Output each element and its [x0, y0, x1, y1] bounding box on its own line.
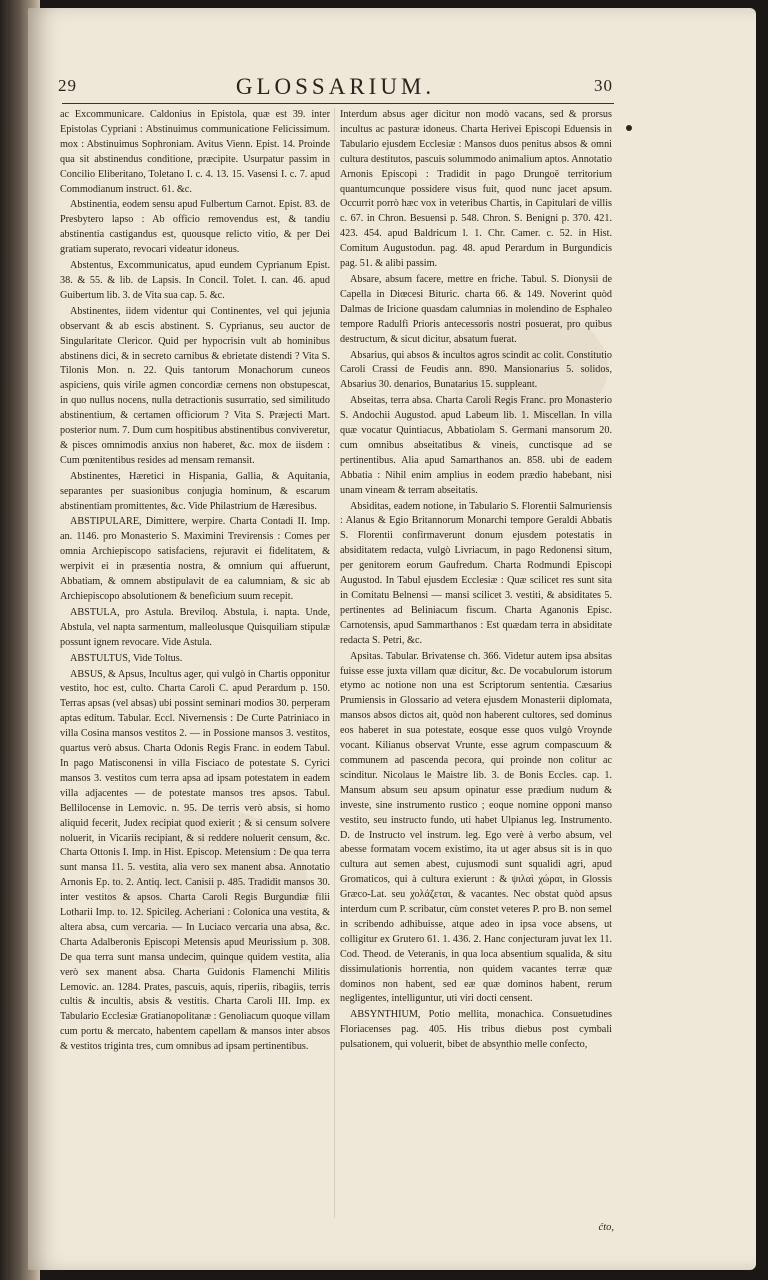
paragraph: Abstentus, Excommunicatus, apud eundem Cyprianum Epist. 38. & 55. & lib. de Lapsis. In Concil. Tolet. I. can. 46. apud Guibertum lib. 3. de Vita sua cap. 5. &c.	[60, 260, 330, 301]
right-column	[340, 108, 612, 1223]
paragraph: ac Excommunicare. Caldonius in Epistola, quæ est 39. inter Epistolas Cypriani : Abstinuimus communicatione Felicissimum. mox : Abstinuimus Sophroniam. Avitus Vienn. Epist. 14. Proinde qua sit abstinendus conditione, præcipite. Usurpatur passim in Concilio Eliberitano, Toletano I. c. 4. 13. 15. Vasensi I. c. 7. apud Commodianum instruct. 61. &c.	[60, 109, 330, 195]
paragraph: Interdum absus ager dicitur non modò vacans, sed & prorsus incultus ac pasturæ idoneus. Charta Herivei Episcopi Eduensis in Tabulario ejusdem Ecclesiæ : Mansos duos penitus absos & omni cultura destitutos, pascuis solummodo animalium aptos. Annotatio Arnonis Episcopi : Tradidit in pago Drungoë territorium quantumcunque possidere visus fuit, quod nunc jacet apsum. Occurrit porrò hæc vox in veteribus Chartis, in Capitulari de villis c. 67. in Chron. Besuensi p. 548. Chron. S. Benigni p. 370. 421. 423. 454. apud Baldricum l. 1. Chr. Camer. c. 52. in Hist. Comitum Augustodun. pag. 48. apud Perardum in Burgundicis pag. 51. & alibi passim.	[340, 109, 612, 270]
page-number-left: 29	[58, 76, 77, 95]
bullet-mark	[626, 125, 632, 131]
column-gutter	[334, 108, 335, 1218]
paragraph: Absare, absum facere, mettre en friche. Tabul. S. Dionysii de Capella in Diœcesi Bituric. charta 66. & 149. Noverint quòd Dalmas de Iricione quasdam calumnias in molendino de Esphaleo tempore Radulfi Prioris antecessoris nostri posuerat, pro quibus destructum, & sicut dicitur, absatum fuerat.	[340, 273, 612, 345]
paragraph: Abstinentia, eodem sensu apud Fulbertum Carnot. Epist. 83. de Presbytero lapso : Ab officio removendus est, & tandiu abstinentia castigandus est, quousque relicto vitio, & per Dei gratiam superato, revocari videatur idoneus.	[60, 199, 330, 256]
catchword: ćto,	[598, 1222, 614, 1233]
paragraph: Absiditas, eadem notione, in Tabulario S. Florentii Salmuriensis : Alanus & Egio Britannorum Monarchi tempore Geraldi Abbatis S. Florentii confirmaverunt donum ejusdem potestatis in absiditatem redacta, vulgò Livriacum, in pago Redonensi situm, per genitorem eorum Gaufredum. Charta Rodmundi Episcopi Augustod. In Tabul ejusdem Ecclesiæ : Quæ scilicet res sunt sita in Comitatu Belnensi — mansi scilicet 3. vestiti, & absiditates 5. pertinentes ad Beliniacum fiscum. Charta Aganonis Episc. Carnotensis, apud Sammarthanos : Est quædam terra in absiditate redacta S. Petri, &c.	[340, 500, 612, 646]
page-number-right: 30	[594, 76, 613, 95]
paragraph: ABSTULTUS, Vide Toltus.	[70, 652, 183, 664]
paragraph: ABSTIPULARE, Dimittere, werpire. Charta Contadi II. Imp. an. 1146. pro Monasterio S. Maximini Trevirensis : Comes per omnia Archiepiscopo satisfaciens, rejuravit ei fidelitatem, & werpivit ei in præsentia nostra, & omnium qui affuerunt, Abbatiam, & omnem abstipulavit de ea calumniam, & sic ab Archiepiscopo absolutionem & beneficium suum recepit.	[60, 516, 330, 602]
paragraph: Abseitas, terra absa. Charta Caroli Regis Franc. pro Monasterio S. Andochii Augustod. apud Labeum lib. 1. Miscellan. In villa quæ vocatur Quintiacus, Abbatiolam S. Germani mansorum 20. cum omnibus abseitatibus & vineis, cunctisque ad se pertinentibus. Alia apud Samarthanos an. 858. ubi de eadem Abbatia : Nihil enim amplius in eodem prædio habebant, nisi unam vineam & terram abseitatis.	[340, 395, 612, 496]
paragraph: Abstinentes, iidem videntur qui Continentes, vel qui jejunia observant & ab escis abstinent. S. Cyprianus, seu auctor de Singularitate Clericor. Quid per hypocrisin vult ab hominibus abstinens dici, & in secreto carnibus & ebrietate distendi ? Vita S. Tilonis Mon. n. 22. Quis tantorum Monachorum cuneos aspiciens, quis virile agmen concordiæ cernens non obstupescat, in quo nullus nocens, nulla detractionis susurratio, sed similitudo abstinentium, & certamen officiorum ? Vita S. Præjecti Mart. posterior num. 7. Dum cum hospitibus abstinentibus conviveretur, & pisces omnimodis anxius non haberet, &c. mox de iisdem : Cum pœnitentibus resides ad mensam remansit.	[60, 305, 330, 466]
page-title: GLOSSARIUM.	[235, 74, 436, 99]
paragraph: ABSTULA, pro Astula. Breviloq. Abstula, i. napta. Unde, Abstula, vel napta sarmentum, malleolusque Quisquiliam stipulæ possunt ignem revocare. Vide Astula.	[60, 606, 330, 648]
paragraph: Absarius, qui absos & incultos agros scindit ac colit. Constitutio Caroli Crassi de Feudis ann. 890. Mansionarius 5. solidos, Absarius 30. denarios, Bunatarius 15. suppleant.	[340, 349, 612, 391]
running-header	[58, 74, 613, 104]
paragraph: ABSYNTHIUM, Potio mellita, monachica. Consuetudines Floriacenses pag. 405. His tribus diebus post cymbali pulsationem, qui voluerit, bibet de absynthio melle confecto,	[340, 1009, 612, 1051]
left-column	[60, 108, 330, 1223]
paragraph: ABSUS, & Apsus, Incultus ager, qui vulgò in Chartis opponitur vestito, hoc est, culto. Charta Caroli C. apud Perardum p. 150. Terras apsas (vel absas) ubi possint seminari modios 30. perperam aptas editum. Tabular. Eccl. Nivernensis : De Curte Patriniaco in villa Cosina mansos vestitos 2. — in Possione mansos 3. vestitos, quartus verò absus. Charta Odonis Regis Franc. in eodem Tabul. In pago Matisconensi in villa Fisciaco de potestate S. Cyrici mansos 3. vestitos cum terra apsa ad ipsam potestatem in eadem villa adjacentes — de potestate mansos tres apsos. Tabul. Bellilocense in Lemovic. n. 95. De terris verò absis, si homo aliquid fecerit, Judex recipiat quod exierit ; & si censum solvere noluerit, in Vicariis recipiant, & si reddere noluerit censum, &c. Charta Ottonis I. Imp. in Hist. Episcop. Metensium : De qua terra sunt mansa 11. 5. vestita, alia vero sex manent absa. Annotatio Arnonis Ep. to. 2. Antiq. lect. Canisii p. 485. Tradidit mansos 30. inter vestitos & apsos. Charta Caroli Regis Burgundiæ filii Lotharii Imp. to. 12. Spicileg. Acheriani : Colonica una vestita, & altera absa, cum vercaria. — In Luciaco vercaria una absa, &c. Charta Adalberonis Episcopi Metensis apud Meurissium p. 308. De qua terra sunt mansa undecim, quinque quidem vestita, alia verò sex manent absa. Charta Guidonis Flamenchi Militis Lemovic. an. 1284. Prates, pascuis, aquis, riperiis, ribagiis, terris cultis & incultis, absis & vestitis. Charta Caroli III. Imp. ex Tabulario Ecclesiæ Gratianopolitanæ : Genoliacum quoque villam cum portu & mercato, habentem capellam & mansos inter absos & vestitos triginta tres, cum omnibus ad ipsam pertinentibus.	[60, 668, 330, 1053]
header-rule	[62, 103, 614, 104]
paragraph: Apsitas. Tabular. Brivatense ch. 366. Videtur autem ipsa absitas fuisse esse juxta villam quæ dicitur, &c. De vocabulorum istorum etymo ac notione non una est Scriptorum sententia. Cæsarius Prumiensis in Glossario ad vetera ejusdem Monasterii diplomata, mansos absos dictos ait, quòd non haberent cultores, sed dominus eos haberet in sua potestate, eosque esse quos vulgò Vroynde vocant. Kilianus observat Vrunte, esse agrum compascuum & communem ad pascenda pecora, qui proinde non colitur ac scinditur. Nicolaus le Maistre lib. 3. de Bonis Eccles. cap. 1. Mansum absum seu apsum opinatur esse prædium nudum & investe, sine instrumento rustico ; eoque nomine opponi manso vestito, seu instructo fundo, uti habet Ulpianus leg. Instrumento. D. de Instructo vel instrum. leg. Ego verè à verbo absum, vel abesse formatam vocem existimo, ita ut ager absus sit is in quo cultura aut semen abest, cujusmodi sunt squalidi agri, apud Gromaticos, qui à cultura exierunt : & ψιλαὶ χώραι, in Glossis Græco-Lat. seu χολάζεται, & vacantes. Nec obstat quòd apsus interdum cum P. scribatur, cùm constet veteres P. pro B. non semel in scribendo adhibuisse, atque adeo in ipsa voce absens, ut colligitur ex Grutero 61. 1. 436. 2. Hanc conjecturam juvat lex 11. Cod. Theod. de Veteranis, in qua loca absentium squalida, & situ dissimulationis horrentia, non quidem vacantes terræ quæ dominos non habent, sed eæ quæ dominos habent, rerum negligentes, intelliguntur, uti viri docti censent.	[340, 650, 612, 1005]
paragraph: Abstinentes, Hæretici in Hispania, Gallia, & Aquitania, separantes per suasionibus conjugia hominum, & escarum abstinentiam promittentes, &c. Vide Philastrium de Hæresibus.	[60, 470, 330, 512]
